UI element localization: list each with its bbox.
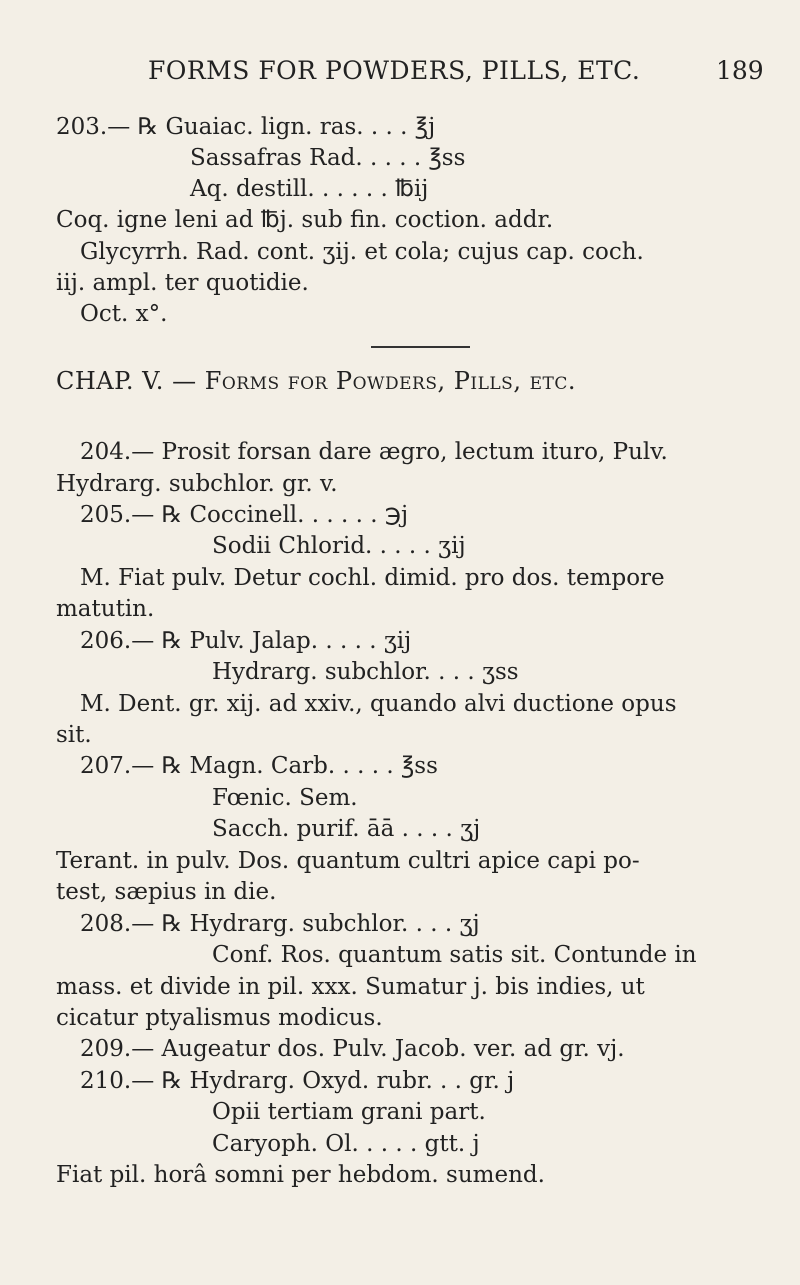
- text-line: M. Fiat pulv. Detur cochl. dimid. pro dos. tempore: [80, 565, 665, 591]
- text-line: Sodii Chlorid. . . . . ʒij: [212, 533, 466, 559]
- text-line: Sassafras Rad. . . . . ℥ss: [190, 145, 466, 171]
- text-line: 206.— ℞ Pulv. Jalap. . . . . ʒij: [80, 628, 412, 654]
- text-line: M. Dent. gr. xij. ad xxiv., quando alvi ductione opus: [80, 691, 677, 717]
- text-line: iij. ampl. ter quotidie.: [56, 270, 309, 296]
- text-line: 207.— ℞ Magn. Carb. . . . . ℥ss: [80, 753, 438, 779]
- text-line: Caryoph. Ol. . . . . gtt. j: [212, 1131, 480, 1157]
- text-line: Glycyrrh. Rad. cont. ʒij. et cola; cujus cap. coch.: [80, 239, 644, 265]
- text-line: sit.: [56, 722, 92, 748]
- text-line: Oct. x°.: [80, 301, 168, 327]
- running-header: [0, 52, 800, 92]
- text-line: Coq. igne leni ad ℔j. sub fin. coction. addr.: [56, 207, 554, 233]
- text-line: 205.— ℞ Coccinell. . . . . . ℈j: [80, 502, 409, 528]
- text-line: test, sæpius in die.: [56, 879, 277, 905]
- text-line: Fiat pil. horâ somni per hebdom. sumend.: [56, 1162, 545, 1188]
- text-line: Sacch. purif. āā . . . . ʒj: [212, 816, 481, 842]
- text-line: Aq. destill. . . . . . ℔ij: [190, 176, 429, 202]
- text-line: Terant. in pulv. Dos. quantum cultri apice capi po-: [56, 848, 640, 874]
- text-line: cicatur ptyalismus modicus.: [56, 1005, 383, 1031]
- text-line: mass. et divide in pil. xxx. Sumatur j. bis indies, ut: [56, 974, 645, 1000]
- text-line: Hydrarg. subchlor. gr. v.: [56, 471, 338, 497]
- chapter-heading: [56, 367, 576, 395]
- text-line: Hydrarg. subchlor. . . . ʒss: [212, 659, 519, 685]
- text-line: matutin.: [56, 596, 155, 622]
- text-line: 203.— ℞ Guaiac. lign. ras. . . . ℥j: [56, 114, 436, 140]
- page-number: 189: [716, 56, 764, 85]
- text-line: 209.— Augeatur dos. Pulv. Jacob. ver. ad gr. vj.: [80, 1036, 625, 1062]
- chapter-title: Forms for Powders, Pills, etc.: [204, 367, 576, 395]
- running-title: FORMS FOR POWDERS, PILLS, ETC.: [148, 56, 641, 85]
- chapter-label: CHAP. V. —: [56, 367, 205, 395]
- text-line: 210.— ℞ Hydrarg. Oxyd. rubr. . . gr. j: [80, 1068, 515, 1094]
- text-line: 204.— Prosit forsan dare ægro, lectum ituro, Pulv.: [80, 439, 668, 465]
- text-line: Fœnic. Sem.: [212, 785, 358, 811]
- text-line: Conf. Ros. quantum satis sit. Contunde in: [212, 942, 697, 968]
- text-line: 208.— ℞ Hydrarg. subchlor. . . . ʒj: [80, 911, 480, 937]
- text-line: Opii tertiam grani part.: [212, 1099, 486, 1125]
- section-divider: [371, 346, 470, 348]
